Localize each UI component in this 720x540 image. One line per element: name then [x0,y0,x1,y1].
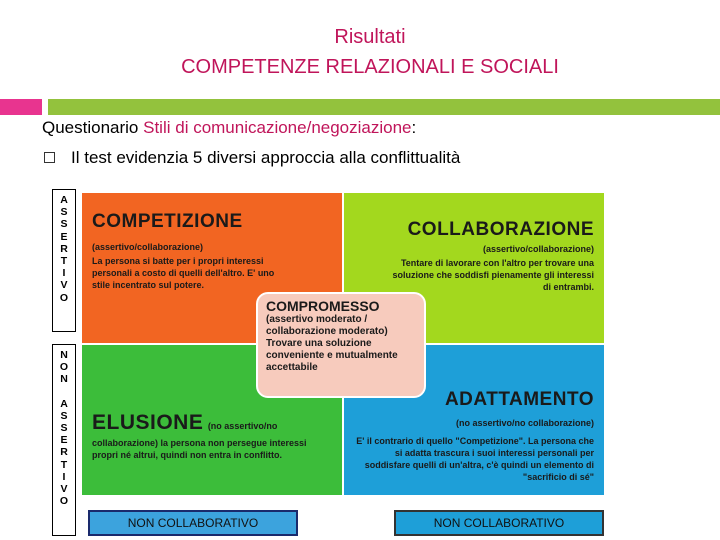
adattamento-subtitle: (no assertivo/no collaborazione) [455,418,594,428]
elusione-heading [92,411,332,435]
bullet-text: Il test evidenzia 5 diversi approccia alla conflittualità [71,148,461,167]
slide-title-line2: COMPETENZE RELAZIONALI E SOCIALI [181,56,559,78]
compromesso-box [256,292,426,398]
elusione-title: ELUSIONE [92,411,204,434]
competizione-title: COMPETIZIONE [92,211,243,232]
collaborazione-text: Tentare di lavorare con l'altro per trovare una soluzione che soddisfi pienamente gli interessi di entrambi. [392,258,594,292]
collaborazione-title: COLLABORAZIONE [407,219,594,240]
elusione-text: collaborazione) la persona non persegue interessi propri né altrui, quindi non entra in conflitto. [92,438,307,460]
adattamento-text: E' il contrario di quello "Competizione". La persona che si adatta trascura i suoi interessi personali per soddisfare quelli di un'altra, c'è quindi un elemento di "sacrificio di sé" [356,436,594,482]
compromesso-text: (assertivo moderato / collaborazione moderato) Trovare una soluzione conveniente e mutualmente accettabile [266,314,398,373]
pink-accent-bar [0,99,42,115]
side-label-assertivo: A S S E R T I V O [52,189,76,332]
green-accent-bar [48,99,720,115]
intro-prefix: Questionario [42,118,144,137]
footer-right-label: NON COLLABORATIVO [394,510,604,536]
elusione-subtitle: (no assertivo/no [207,421,278,431]
compromesso-title: COMPROMESSO [266,298,380,314]
side-label-non-assertivo: N O N A S S E R T I V O [52,344,76,536]
bullet-item [44,148,460,168]
collaborazione-subtitle: (assertivo/collaborazione) [482,244,594,254]
conflict-styles-grid [78,189,608,499]
slide-title-line1: Risultati [334,26,406,48]
footer-left-label: NON COLLABORATIVO [88,510,298,536]
adattamento-title: ADATTAMENTO [444,389,594,410]
intro-highlight: Stili di comunicazione/negoziazione [143,118,412,137]
competizione-text: La persona si batte per i propri interessi personali a costo di quelli dell'altro. E' uno stile incentrato sul potere. [92,256,275,290]
square-bullet-icon [44,152,55,163]
intro-line [42,118,416,138]
intro-suffix: : [411,118,417,137]
competizione-subtitle: (assertivo/collaborazione) [92,242,204,252]
